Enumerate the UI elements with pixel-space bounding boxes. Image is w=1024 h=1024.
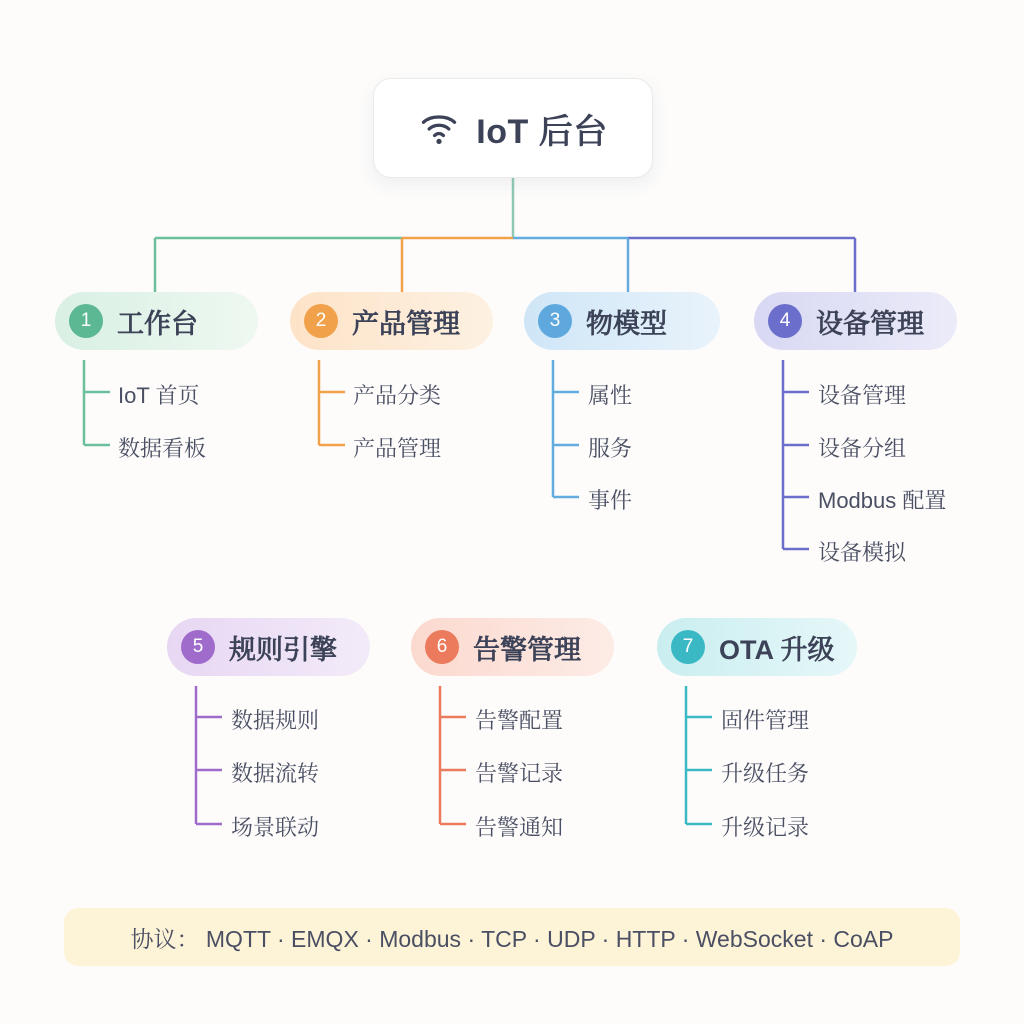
- section-number-1: 1: [69, 304, 103, 338]
- section-number-7: 7: [671, 630, 705, 664]
- section-pill-5[interactable]: [167, 618, 370, 676]
- section-pill-4[interactable]: [754, 292, 957, 350]
- leaf-item[interactable]: 升级任务: [721, 761, 810, 786]
- leaf-item[interactable]: 数据流转: [231, 761, 320, 786]
- section-title-2: 产品管理: [352, 308, 460, 339]
- leaf-item[interactable]: 设备分组: [818, 436, 907, 461]
- section-pill-3[interactable]: [524, 292, 720, 350]
- leaf-item[interactable]: 升级记录: [721, 815, 810, 840]
- leaf-item[interactable]: Modbus 配置: [818, 488, 947, 513]
- protocol-list: 协议： MQTT · EMQX · Modbus · TCP · UDP · HTTP · WebSocket · CoAP: [130, 925, 894, 952]
- leaf-item[interactable]: 事件: [588, 488, 633, 513]
- leaf-item[interactable]: 告警记录: [475, 761, 564, 786]
- root-label: IoT 后台: [476, 112, 608, 151]
- leaf-item[interactable]: 告警配置: [475, 708, 564, 733]
- section-title-7: OTA 升级: [719, 634, 835, 665]
- section-pill-1[interactable]: [55, 292, 258, 350]
- section-pill-7[interactable]: [657, 618, 857, 676]
- root-node[interactable]: [373, 78, 653, 178]
- leaf-item[interactable]: 数据规则: [231, 708, 320, 733]
- section-title-5: 规则引擎: [229, 634, 337, 665]
- section-title-1: 工作台: [117, 308, 198, 339]
- leaf-item[interactable]: 设备模拟: [818, 540, 907, 565]
- wifi-icon: [418, 110, 460, 146]
- section-title-6: 告警管理: [473, 634, 581, 665]
- leaf-item[interactable]: 服务: [588, 436, 633, 461]
- leaf-item[interactable]: 设备管理: [818, 383, 907, 408]
- leaf-item[interactable]: IoT 首页: [118, 383, 200, 408]
- leaf-item[interactable]: 属性: [588, 383, 633, 408]
- section-number-4: 4: [768, 304, 802, 338]
- leaf-item[interactable]: 产品管理: [353, 436, 442, 461]
- section-number-6: 6: [425, 630, 459, 664]
- section-title-4: 设备管理: [816, 308, 924, 339]
- section-pill-2[interactable]: [290, 292, 493, 350]
- section-number-5: 5: [181, 630, 215, 664]
- section-number-3: 3: [538, 304, 572, 338]
- leaf-item[interactable]: 场景联动: [231, 815, 320, 840]
- leaf-item[interactable]: 告警通知: [475, 815, 564, 840]
- section-number-2: 2: [304, 304, 338, 338]
- section-pill-6[interactable]: [411, 618, 614, 676]
- leaf-item[interactable]: 产品分类: [353, 383, 442, 408]
- protocol-footer: [64, 908, 960, 966]
- leaf-item[interactable]: 固件管理: [721, 708, 810, 733]
- section-title-3: 物模型: [586, 308, 667, 339]
- leaf-item[interactable]: 数据看板: [118, 436, 207, 461]
